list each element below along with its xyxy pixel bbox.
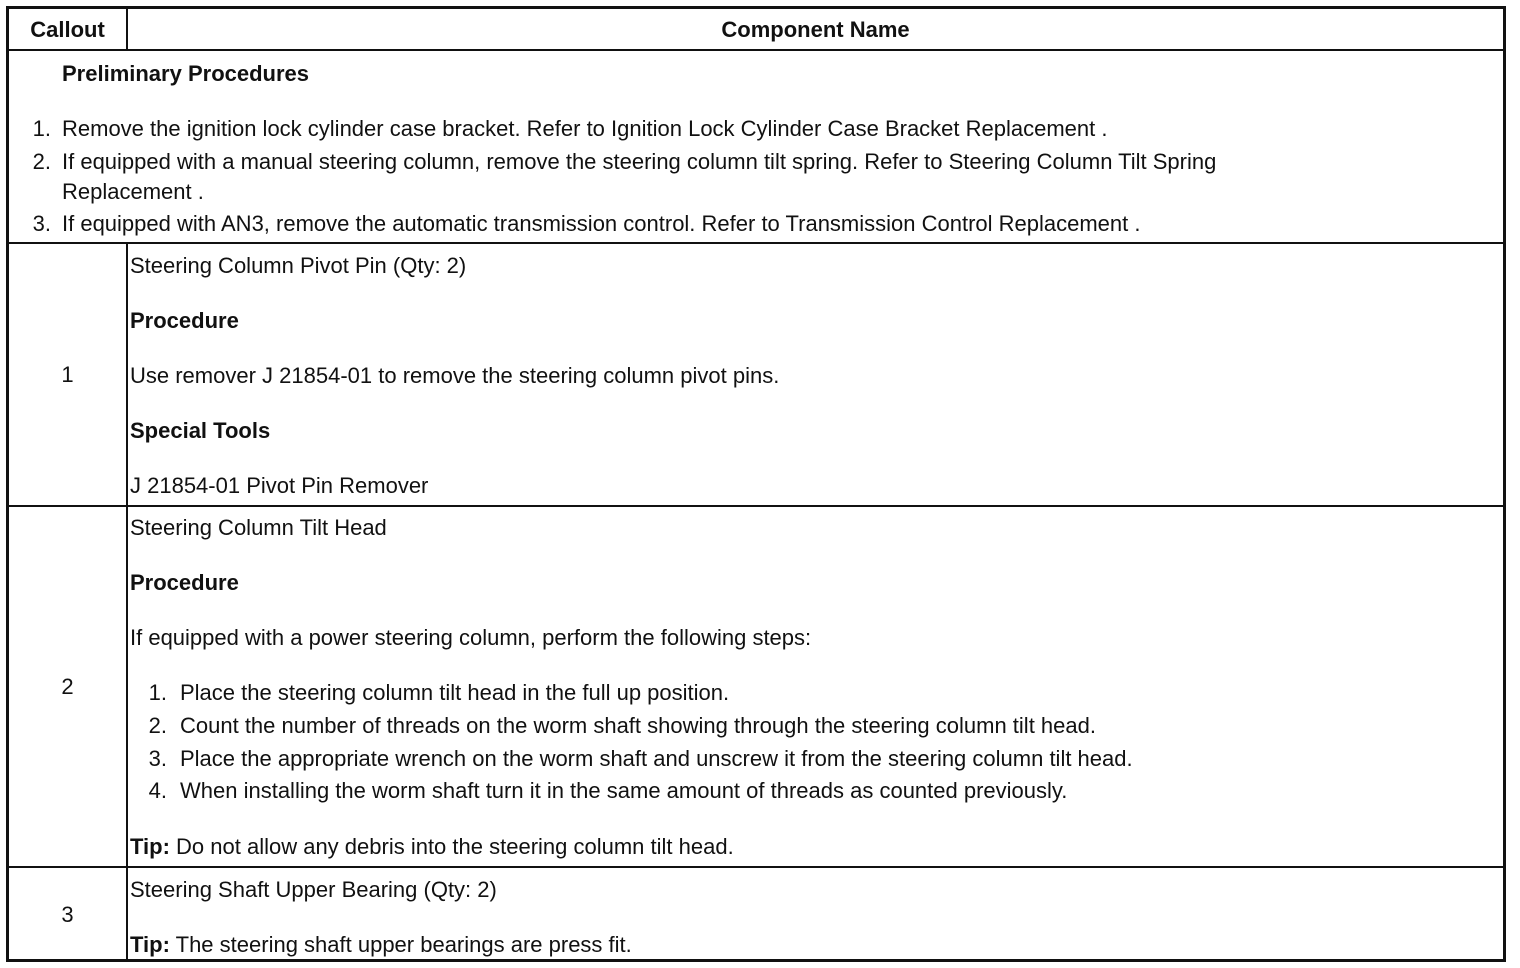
tip-label: Tip:: [130, 834, 170, 859]
callout-cell-3: 3: [61, 902, 74, 927]
procedure-heading: Procedure: [130, 570, 239, 595]
preliminary-title: Preliminary Procedures: [62, 61, 310, 86]
tip-text: Do not allow any debris into the steering column tilt head.: [169, 834, 734, 859]
prelim-step-text: Remove the ignition lock cylinder case bracket. Refer to Ignition Lock Cylinder Case Bracket Replacement .: [62, 116, 1108, 141]
step-num: 4.: [148, 778, 167, 803]
step-text: Count the number of threads on the worm shaft showing through the steering column tilt head.: [180, 713, 1096, 738]
step-num: 1.: [148, 680, 167, 705]
header-component-name: Component Name: [721, 16, 910, 42]
tip-text: The steering shaft upper bearings are press fit.: [169, 932, 632, 957]
procedure-heading: Procedure: [130, 308, 239, 333]
tip-label: Tip:: [130, 932, 170, 957]
row-divider: [9, 505, 1503, 507]
component-table: [6, 6, 1506, 962]
procedure-text: Use remover J 21854-01 to remove the steering column pivot pins.: [130, 363, 780, 388]
row-divider: [9, 242, 1503, 244]
prelim-step-text-cont: Replacement .: [62, 179, 204, 204]
prelim-step-num: 3.: [32, 211, 51, 236]
special-tools-text: J 21854-01 Pivot Pin Remover: [130, 473, 429, 498]
column-divider: [126, 866, 128, 962]
step-num: 3.: [148, 746, 167, 771]
step-num: 2.: [148, 713, 167, 738]
component-name: Steering Column Pivot Pin (Qty: 2): [130, 253, 467, 278]
callout-cell-1: 1: [61, 361, 74, 387]
prelim-step-text: If equipped with a manual steering column, remove the steering column tilt spring. Refer to Steering Column Tilt Spring: [62, 149, 1217, 174]
prelim-step-num: 2.: [32, 149, 51, 174]
column-divider: [126, 242, 128, 505]
header-callout: Callout: [30, 16, 105, 42]
row-divider: [9, 866, 1503, 868]
step-text: When installing the worm shaft turn it in the same amount of threads as counted previously.: [180, 778, 1068, 803]
special-tools-heading: Special Tools: [130, 418, 271, 443]
prelim-step-num: 1.: [32, 116, 51, 141]
header-bottom-line: [9, 49, 1503, 51]
prelim-step-text: If equipped with AN3, remove the automatic transmission control. Refer to Transmission Control Replacement .: [62, 211, 1141, 236]
tip-note: [130, 832, 734, 862]
step-text: Place the appropriate wrench on the worm shaft and unscrew it from the steering column tilt head.: [180, 746, 1133, 771]
procedure-text: If equipped with a power steering column, perform the following steps:: [130, 625, 812, 650]
step-text: Place the steering column tilt head in the full up position.: [180, 680, 730, 705]
callout-cell-2: 2: [61, 673, 74, 699]
component-name: Steering Shaft Upper Bearing (Qty: 2): [130, 877, 497, 902]
component-name: Steering Column Tilt Head: [130, 515, 387, 540]
header-divider: [126, 9, 128, 50]
tip-note: [130, 930, 632, 960]
column-divider: [126, 505, 128, 866]
